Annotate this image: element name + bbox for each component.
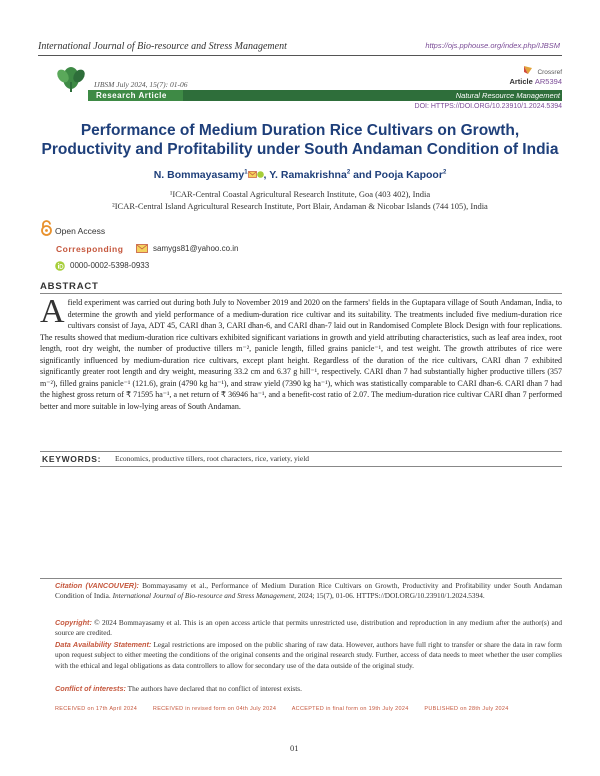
page-number: 01 <box>290 743 299 753</box>
abstract-heading: ABSTRACT <box>40 281 99 292</box>
affiliation-2: ²ICAR-Central Island Agricultural Research Institute, Port Blair, Andaman & Nicobar Islands (744 105), India <box>112 201 488 211</box>
orcid-link[interactable]: 0000-0002-5398-0933 <box>70 261 150 270</box>
section-label: Research Article <box>96 91 167 100</box>
article-title: Performance of Medium Duration Rice Cultivars on Growth, Productivity and Profitability under South Andaman Condition of India <box>41 122 559 158</box>
revised-date: RECEIVED in revised form on 04th July 2024 <box>152 706 277 712</box>
citation-label: Citation (VANCOUVER): <box>55 581 139 590</box>
author-affiliation-mark: 1 <box>244 169 248 176</box>
article-id <box>509 77 562 86</box>
article-id-number: AR5394 <box>534 77 562 86</box>
publication-dates <box>55 706 562 712</box>
author-name: Pooja Kapoor <box>374 169 443 181</box>
received-date: RECEIVED on 17th April 2024 <box>55 706 138 712</box>
author-affiliation-mark: 2 <box>442 169 447 176</box>
conflict-text: The authors have declared that no conflict of interest exists. <box>125 684 302 693</box>
author-separator: and <box>353 169 372 181</box>
author-contact-icons <box>248 169 264 181</box>
crossref-icon <box>523 65 533 75</box>
article-id-label: Article <box>509 77 533 86</box>
affiliation-1: ¹ICAR-Central Coastal Agricultural Research Institute, Goa (403 402), India <box>169 189 431 199</box>
orcid-icon[interactable] <box>257 171 264 178</box>
corresponding-label: Corresponding <box>56 244 124 254</box>
subject-label: Natural Resource Management <box>455 91 560 100</box>
data-availability-note <box>55 640 562 671</box>
keywords-list: Economics, productive tillers, root characters, rice, variety, yield <box>115 454 310 463</box>
data-availability-label: Data Availability Statement: <box>55 640 152 649</box>
author-separator: , <box>263 169 267 181</box>
abstract-drop-cap: A <box>40 293 65 330</box>
corresponding-email-link[interactable]: samygs81@yahoo.co.in <box>153 244 239 253</box>
abstract-body <box>40 293 562 412</box>
citation-journal: International Journal of Bio-resource and Stress Management <box>112 591 295 601</box>
accepted-date: ACCEPTED in final form on 19th July 2024 <box>291 706 409 712</box>
data-availability-text: Legal restrictions are imposed on the public sharing of raw data. However, authors have full right to transfer or share the data in raw form upon request subject to either meeting the conditions of the original consents and the original research study. Further, access of data needs to meet whether the user complies with the ethical and legal obligations as data controllers to allow for secondary use of the data outside of the original study. <box>55 640 562 670</box>
copyright-note <box>55 618 562 639</box>
journal-name: International Journal of Bio-resource and Stress Management <box>38 41 287 52</box>
conflict-note <box>55 684 562 694</box>
crossref-label: Crossref <box>537 69 562 76</box>
volume-line: IJBSM July 2024, 15(7): 01-06 <box>94 80 188 89</box>
citation-text: Bommayasamy et al., Performance of Medium Duration Rice Cultivars on Growth, Productivity and Profitability under South Andaman Condition of India. <box>55 581 562 601</box>
journal-url-link[interactable]: https://ojs.pphouse.org/index.php/IJBSM <box>425 41 560 50</box>
copyright-label: Copyright: <box>55 618 92 627</box>
orcid-icon <box>55 261 65 271</box>
email-icon <box>136 244 148 253</box>
open-access-label: Open Access <box>55 226 106 236</box>
conflict-label: Conflict of interests: <box>55 684 126 693</box>
email-icon[interactable] <box>248 171 257 178</box>
author-affiliation-mark: 2 <box>346 169 351 176</box>
keywords-label: KEYWORDS: <box>42 454 102 464</box>
open-access-icon <box>40 220 53 236</box>
author-list <box>40 169 560 181</box>
published-date: PUBLISHED on 28th July 2024 <box>424 706 509 712</box>
citation-tail: , 2024; 15(7), 01-06. HTTPS://DOI.ORG/10.23910/1.2024.5394. <box>294 591 485 601</box>
abstract-divider <box>40 293 562 294</box>
journal-logo-icon <box>54 62 88 94</box>
citation-note <box>55 581 562 602</box>
author-name: Y. Ramakrishna <box>269 169 347 181</box>
author-name: N. Bommayasamy <box>153 169 245 181</box>
doi-link[interactable]: DOI: HTTPS://DOI.ORG/10.23910/1.2024.5394 <box>414 103 562 110</box>
abstract-text: field experiment was carried out during both July to November 2019 and 2020 on the farmers' fields in the Guptapara village of South Andaman, India, to determine the growth and yield performance of a medium-duration rice cultivar and its suitability. The treatments included five medium-duration rice cultivars consist of Jaya, ADT 45, CARI dhan 3, CARI dhan-6, and CARI dhan-7 laid out in Randomised Complete Block Design with four replications. The results showed that medium-duration rice cultivars exhibited significant variations in growth and yield attributing characteristics, such as leaf area index, root length, root dry weight, the number of productive tillers m⁻², panicle length, filled grains panicle⁻¹, and test weight. The growth attributes of rice were significantly influenced by medium-duration rice cultivars, except plant height. Regardless of the duration of the rice cultivars, CARI dhan 7 exhibited significantly greater root length and dry weight, measuring 33.2 cm and 6.37 g hill⁻¹, respectively. CARI dhan 7 had substantially higher productive tillers (357 m⁻²), filled grains panicle⁻¹ (121.6), grain (4790 kg ha⁻¹), and straw yield (7390 kg ha⁻¹), which was statistically comparable to CARI dhan-6. CARI dhan 7 had the highest gross return of ₹ 71595 ha⁻¹, a net return of ₹ 36946 ha⁻¹, and a benefit-cost ratio of 2.07. The medium-duration rice cultivar CARI dhan 7 performed better and more suitable in low-lying areas of South Andaman. <box>40 298 562 411</box>
copyright-text: © 2024 Bommayasamy et al. This is an open access article that permits unrestricted use, distribution and reproduction in any medium after the author(s) and source are credited. <box>55 618 562 638</box>
top-divider <box>38 55 562 56</box>
footer-divider <box>40 578 562 579</box>
